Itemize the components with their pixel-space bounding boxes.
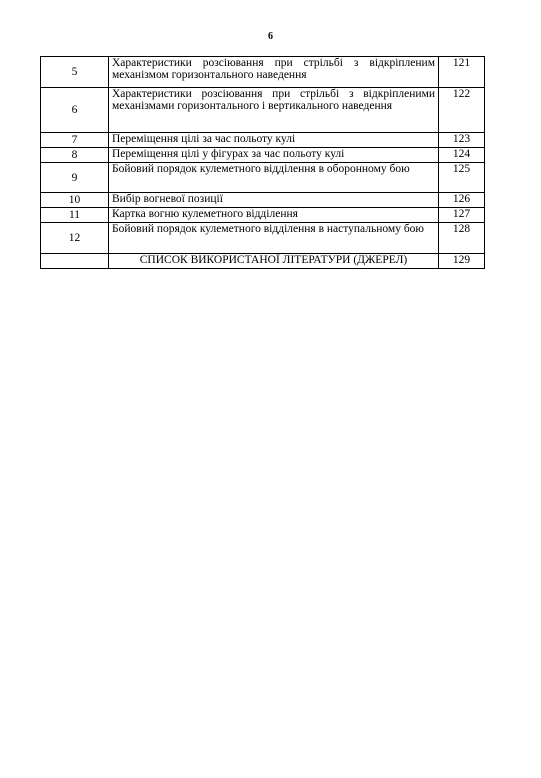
row-title: Характеристики розсіювання при стрільбі з відкріпленим механізмом горизонтального наведення (109, 57, 439, 88)
row-number: 10 (41, 193, 109, 208)
row-number (41, 254, 109, 269)
row-page: 122 (439, 88, 485, 133)
row-title: Картка вогню кулеметного відділення (109, 208, 439, 223)
row-number: 12 (41, 223, 109, 254)
table-row (41, 133, 485, 148)
table-row (41, 193, 485, 208)
row-title: СПИСОК ВИКОРИСТАНОЇ ЛІТЕРАТУРИ (ДЖЕРЕЛ) (109, 254, 439, 269)
table-row (41, 148, 485, 163)
row-page: 126 (439, 193, 485, 208)
row-page: 129 (439, 254, 485, 269)
row-number: 6 (41, 88, 109, 133)
table-row (41, 254, 485, 269)
row-page: 123 (439, 133, 485, 148)
row-number: 7 (41, 133, 109, 148)
row-title: Переміщення цілі за час польоту кулі (109, 133, 439, 148)
row-title: Бойовий порядок кулеметного відділення в наступальному бою (109, 223, 439, 254)
row-title: Бойовий порядок кулеметного відділення в оборонному бою (109, 163, 439, 193)
table-row (41, 57, 485, 88)
row-number: 5 (41, 57, 109, 88)
table-of-contents (40, 56, 485, 269)
row-title: Вибір вогневої позиції (109, 193, 439, 208)
row-title: Переміщення цілі у фігурах за час польоту кулі (109, 148, 439, 163)
row-page: 125 (439, 163, 485, 193)
row-page: 128 (439, 223, 485, 254)
row-page: 127 (439, 208, 485, 223)
row-number: 8 (41, 148, 109, 163)
page-number: 6 (268, 31, 273, 42)
row-page: 121 (439, 57, 485, 88)
table-row (41, 163, 485, 193)
row-number: 11 (41, 208, 109, 223)
row-page: 124 (439, 148, 485, 163)
table-row (41, 223, 485, 254)
row-title: Характеристики розсіювання при стрільбі з відкріпленими механізмами горизонтального і вертикального наведення (109, 88, 439, 133)
row-number: 9 (41, 163, 109, 193)
table-row (41, 88, 485, 133)
table-row (41, 208, 485, 223)
